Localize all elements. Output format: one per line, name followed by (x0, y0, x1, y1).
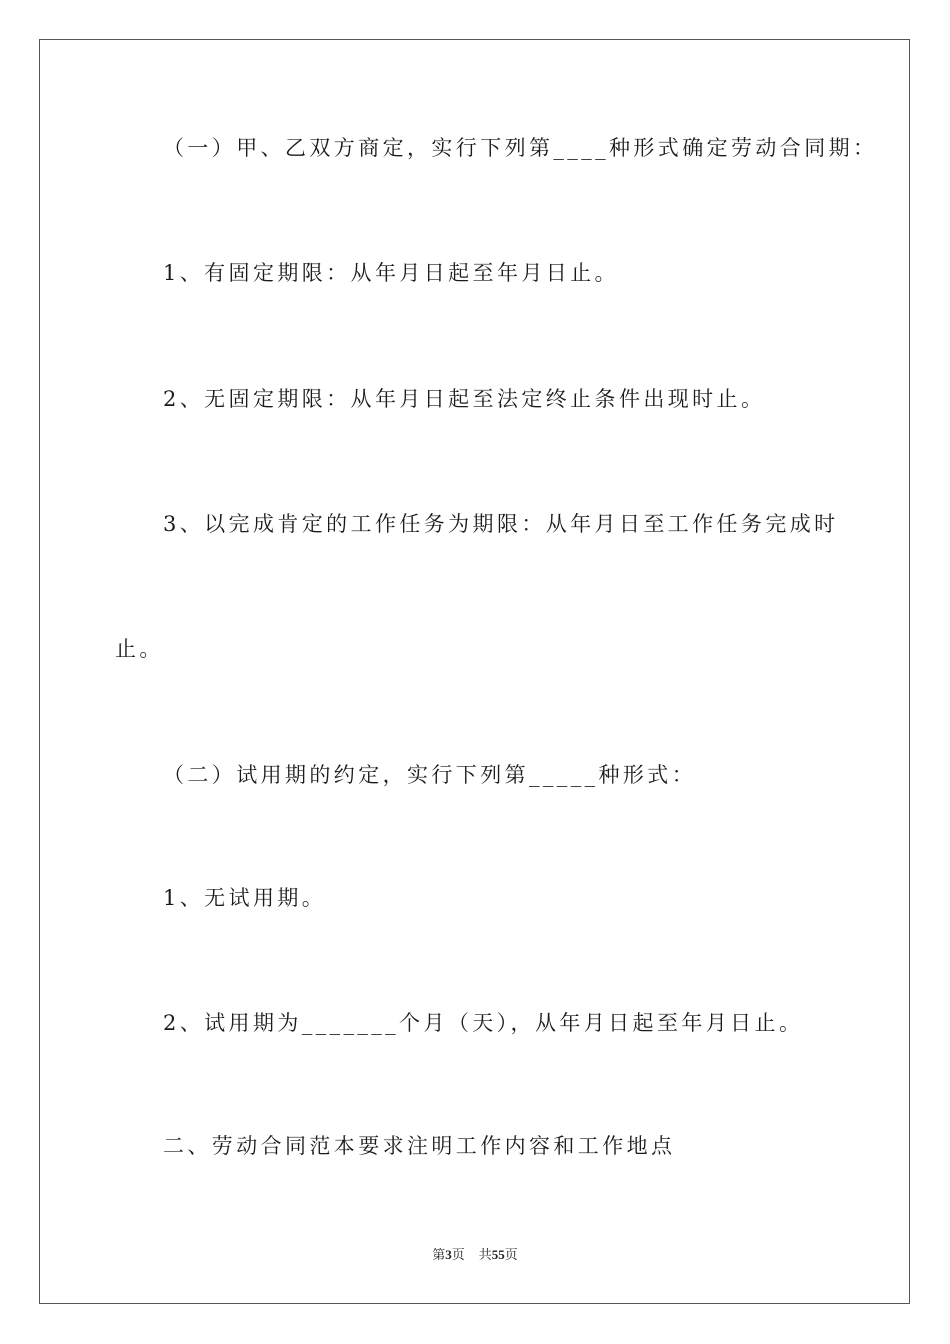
page-footer (0, 1244, 950, 1263)
total-pages: 55 (491, 1247, 505, 1262)
clause-1-item-2: 2、无固定期限：从年月日起至法定终止条件出现时止。 (163, 387, 766, 411)
section-2-heading: 二、劳动合同范本要求注明工作内容和工作地点 (163, 1134, 676, 1158)
page-number: 3 (445, 1247, 452, 1262)
total-suffix: 页 (504, 1247, 518, 1262)
page-prefix: 第 (432, 1247, 446, 1262)
clause-2-item-1: 1、无试用期。 (163, 886, 327, 910)
clause-1-item-3-continuation: 止。 (115, 637, 164, 661)
page-frame (39, 39, 910, 1304)
total-prefix: 共 (478, 1247, 492, 1262)
clause-2-heading: （二）试用期的约定，实行下列第_____种形式： (163, 763, 697, 787)
clause-1-heading: （一）甲、乙双方商定，实行下列第____种形式确定劳动合同期： (163, 136, 878, 160)
page-suffix: 页 (451, 1247, 465, 1262)
clause-2-item-2: 2、试用期为_______个月（天），从年月日起至年月日止。 (163, 1011, 804, 1035)
clause-1-item-3: 3、以完成肯定的工作任务为期限：从年月日至工作任务完成时 (163, 512, 839, 536)
clause-1-item-1: 1、有固定期限：从年月日起至年月日止。 (163, 261, 619, 285)
